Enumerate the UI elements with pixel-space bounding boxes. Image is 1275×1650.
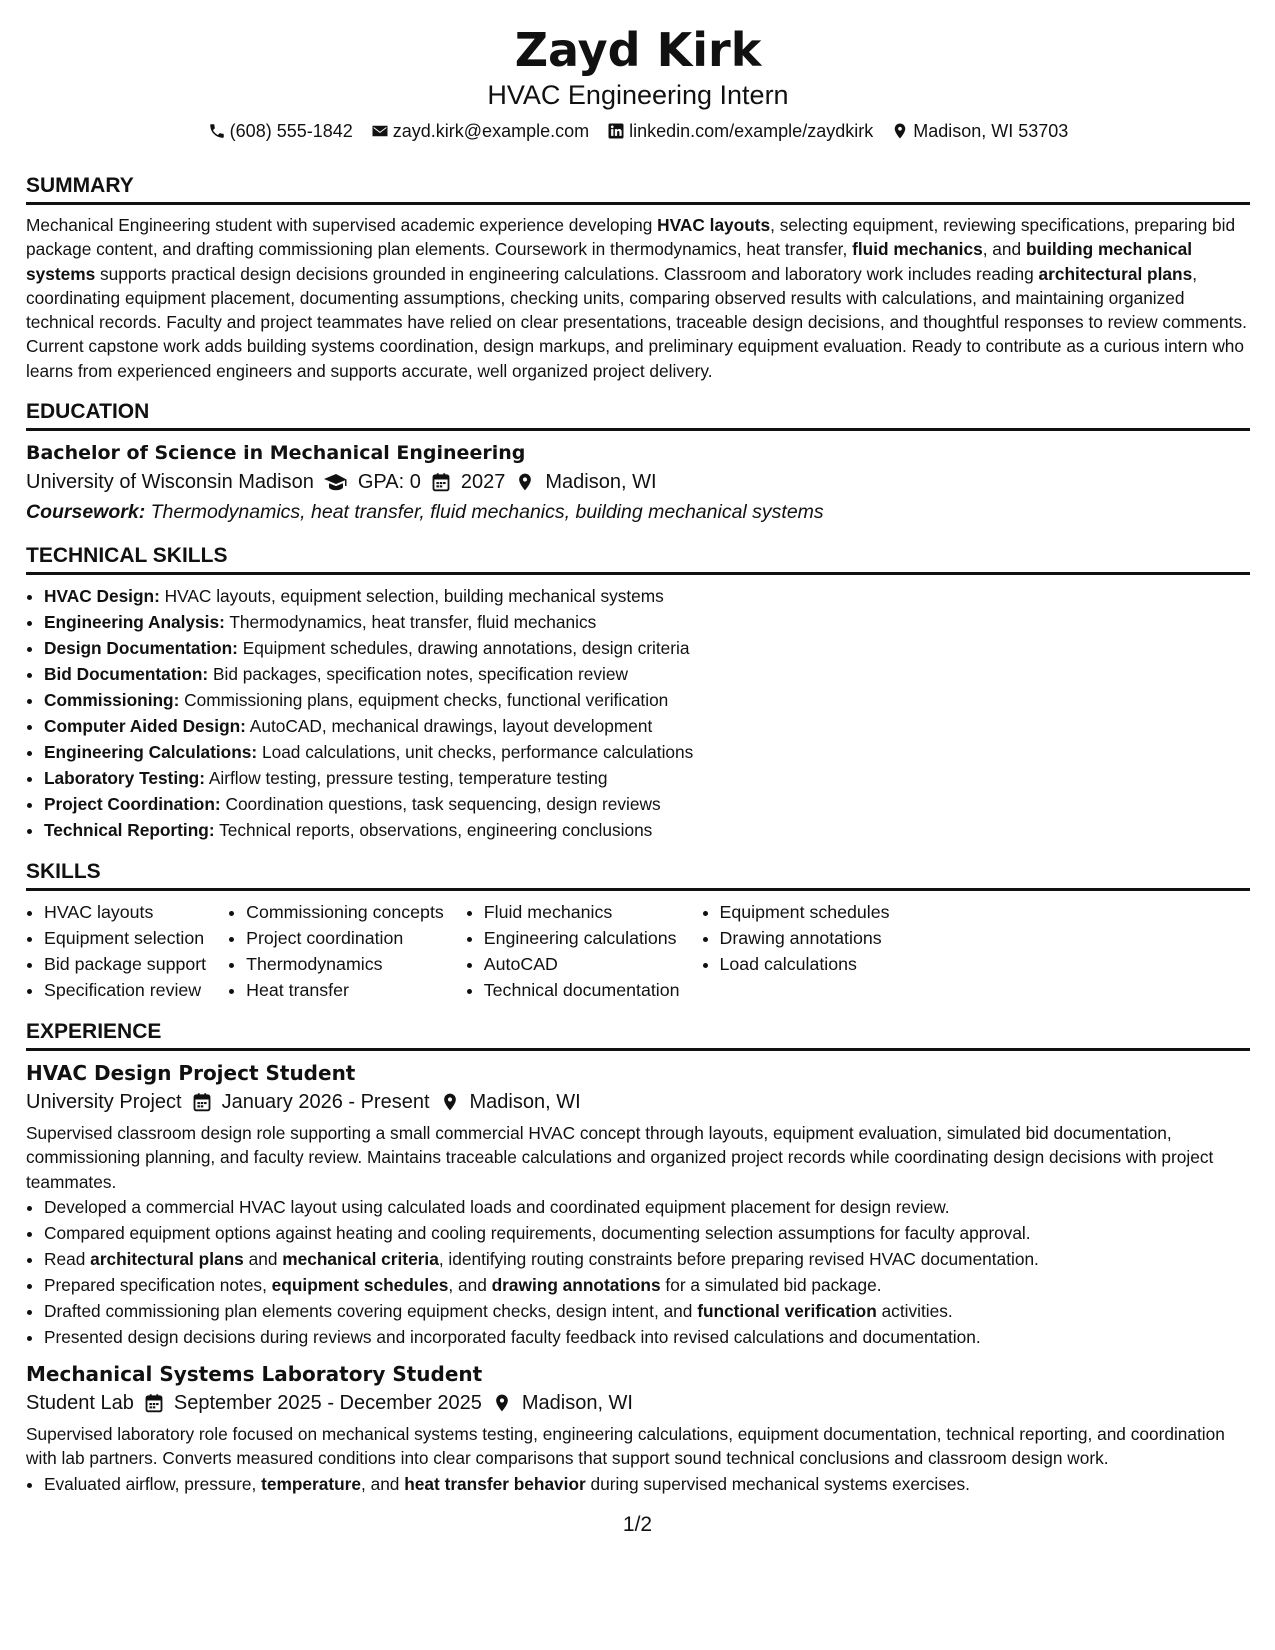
list-item — [44, 1246, 1250, 1272]
skills-column-2 — [228, 899, 444, 1003]
resume-header — [26, 22, 1250, 144]
summary-segment: , selecting equipment, reviewing specifications, preparing bid package content, and drafting commissioning plan elements. Coursework in thermodynamics, heat transfer, — [26, 215, 1236, 260]
candidate-name: Zayd Kirk — [514, 23, 762, 77]
technical-skills-section — [26, 543, 1250, 843]
phone-icon — [208, 122, 226, 140]
job-organization: Student Lab — [26, 1391, 134, 1414]
bullet-text: , identifying routing constraints before preparing revised HVAC documentation. — [438, 1248, 1039, 1269]
job-dates: January 2026 - Present — [221, 1091, 430, 1114]
list-item — [44, 791, 1250, 817]
summary-section — [26, 173, 1250, 383]
list-item — [44, 609, 1250, 635]
list-item: • Heat transfer — [246, 977, 444, 1003]
list-item — [44, 661, 1250, 687]
school-name: University of Wisconsin Madison — [26, 471, 314, 494]
section-heading-education: EDUCATION — [26, 399, 1250, 431]
experience-entry — [26, 1360, 1250, 1497]
list-item: • Equipment selection — [44, 925, 206, 951]
section-heading-experience: EXPERIENCE — [26, 1019, 1250, 1051]
skill-category: Laboratory Testing: — [44, 768, 205, 789]
bullet-keyword: drawing annotations — [491, 1274, 661, 1295]
summary-segment: , and — [982, 239, 1026, 260]
skill-details: Load calculations, unit checks, performance calculations — [257, 742, 694, 763]
summary-text — [26, 213, 1250, 383]
bullet-text: Drafted commissioning plan elements covering equipment checks, design intent, and — [44, 1300, 698, 1321]
skill-details: Thermodynamics, heat transfer, fluid mechanics — [224, 612, 597, 633]
linkedin-text[interactable]: linkedin.com/example/zaydkirk — [629, 121, 874, 141]
summary-keyword: architectural plans — [1038, 263, 1193, 284]
skill-details: HVAC layouts, equipment selection, building mechanical systems — [159, 586, 664, 607]
bullet-text: during supervised mechanical systems exercises. — [585, 1473, 970, 1494]
list-item: • Engineering calculations — [484, 925, 680, 951]
skills-column-1 — [26, 899, 206, 1003]
bullet-keyword: temperature — [261, 1473, 361, 1494]
list-item — [44, 1471, 1250, 1497]
job-title: HVAC Design Project Student — [26, 1061, 356, 1086]
calendar-icon — [192, 1092, 212, 1112]
list-item — [44, 635, 1250, 661]
bullet-keyword: heat transfer behavior — [404, 1473, 586, 1494]
contact-location — [891, 118, 1068, 144]
job-bullets — [26, 1471, 1250, 1497]
job-summary: Supervised classroom design role supporting a small commercial HVAC concept through layouts, equipment evaluation, simulated bid documentation, commissioning planning, and faculty review. Maintains traceable calculations and organized project records while coordinating design decisions with project teammates. — [26, 1123, 1214, 1192]
skill-details: Bid packages, specification notes, specification review — [208, 664, 628, 685]
skill-category: Computer Aided Design: — [44, 716, 246, 737]
location-pin-icon — [492, 1393, 512, 1413]
list-item — [44, 1298, 1250, 1324]
summary-segment: Mechanical Engineering student with supervised academic experience developing — [26, 215, 658, 235]
bullet-text: Developed a commercial HVAC layout using calculated loads and coordinated equipment placement for design review. — [44, 1196, 950, 1217]
graduation-cap-icon — [324, 472, 348, 492]
calendar-icon — [431, 472, 451, 492]
skill-details: Technical reports, observations, engineering conclusions — [214, 820, 653, 841]
list-item: • Equipment schedules — [720, 899, 890, 925]
list-item: • Thermodynamics — [246, 951, 444, 977]
job-meta — [26, 1388, 1250, 1418]
list-item: • Load calculations — [720, 951, 890, 977]
bullet-text: , and — [448, 1274, 492, 1295]
skill-category: Design Documentation: — [44, 638, 238, 659]
summary-keyword: building mechanical systems — [26, 239, 1193, 284]
summary-segment: supports practical design decisions grounded in engineering calculations. Classroom and laboratory work includes reading — [95, 263, 1039, 284]
job-meta — [26, 1087, 1250, 1117]
list-item — [44, 1324, 1250, 1350]
skill-category: Commissioning: — [44, 690, 180, 711]
bullet-text: Prepared specification notes, — [44, 1274, 272, 1295]
list-item: • HVAC layouts — [44, 899, 206, 925]
bullet-text: , and — [360, 1473, 405, 1494]
education-section — [26, 399, 1250, 527]
skill-category: Bid Documentation: — [44, 664, 209, 685]
skills-column-4 — [702, 899, 890, 1003]
skill-category: Engineering Analysis: — [44, 612, 225, 633]
bullet-text: Evaluated airflow, pressure, — [44, 1473, 262, 1494]
bullet-text: and — [243, 1248, 283, 1269]
technical-skills-list — [26, 583, 1250, 843]
list-item: • Drawing annotations — [720, 925, 890, 951]
list-item: • Technical documentation — [484, 977, 680, 1003]
email-text[interactable]: zayd.kirk@example.com — [392, 121, 590, 141]
job-location: Madison, WI — [469, 1091, 581, 1114]
skill-details: Equipment schedules, drawing annotations, design criteria — [237, 638, 690, 659]
skill-details: Coordination questions, task sequencing, design reviews — [220, 794, 661, 815]
summary-keyword: fluid mechanics — [852, 239, 983, 260]
list-item — [44, 765, 1250, 791]
bullet-text: activities. — [876, 1300, 953, 1321]
contact-phone — [208, 118, 353, 144]
education-meta — [26, 467, 1250, 497]
bullet-keyword: equipment schedules — [271, 1274, 449, 1295]
list-item — [44, 817, 1250, 843]
location-text: Madison, WI 53703 — [913, 121, 1069, 141]
list-item: • Commissioning concepts — [246, 899, 444, 925]
contact-row — [26, 118, 1250, 144]
skills-grid — [26, 899, 1250, 1003]
bullet-text: for a simulated bid package. — [660, 1274, 882, 1295]
list-item — [44, 739, 1250, 765]
bullet-text: Compared equipment options against heating and cooling requirements, documenting selection assumptions for faculty approval. — [44, 1222, 1031, 1243]
skills-section — [26, 859, 1250, 1003]
experience-section — [26, 1019, 1250, 1496]
job-dates: September 2025 - December 2025 — [173, 1391, 482, 1414]
job-bullets — [26, 1194, 1250, 1350]
coursework-line — [26, 497, 1250, 527]
linkedin-icon — [607, 122, 625, 140]
location-pin-icon — [440, 1092, 460, 1112]
skill-category: Project Coordination: — [44, 794, 221, 815]
bullet-keyword: mechanical criteria — [282, 1248, 439, 1269]
skill-category: Engineering Calculations: — [44, 742, 258, 763]
section-heading-summary: SUMMARY — [26, 173, 1250, 205]
resume-page — [26, 0, 1250, 1497]
skill-details: AutoCAD, mechanical drawings, layout development — [245, 716, 653, 737]
degree-title: Bachelor of Science in Mechanical Engineering — [26, 442, 526, 465]
list-item — [44, 713, 1250, 739]
job-title: Mechanical Systems Laboratory Student — [26, 1361, 483, 1386]
section-heading-skills: SKILLS — [26, 859, 1250, 891]
envelope-icon — [371, 122, 389, 140]
location-pin-icon — [515, 472, 535, 492]
page-number: 1/2 — [622, 1513, 653, 1536]
list-item: • Bid package support — [44, 951, 206, 977]
list-item — [44, 1220, 1250, 1246]
job-organization: University Project — [26, 1091, 182, 1114]
list-item: • Specification review — [44, 977, 206, 1003]
calendar-icon — [144, 1393, 164, 1413]
skill-category: Technical Reporting: — [44, 820, 215, 841]
skill-details: Airflow testing, pressure testing, temperature testing — [204, 768, 608, 789]
contact-linkedin[interactable] — [607, 118, 873, 144]
skills-column-3 — [466, 899, 680, 1003]
bullet-text: Read — [44, 1248, 91, 1269]
bullet-text: Presented design decisions during reviews and incorporated faculty feedback into revised calculations and documentation. — [44, 1326, 981, 1347]
summary-segment: , coordinating equipment placement, documenting assumptions, checking units, comparing observed results with calculations, and maintaining organized technical records. Faculty and project teammates have relied on clear presentations, traceable design decisions, and thoughtful responses to review comments. Current capstone work adds building systems coordination, design markups, and preliminary equipment evaluation. Ready to contribute as a curious intern who learns from experienced engineers and supports accurate, well organized project delivery. — [26, 263, 1247, 381]
list-item — [44, 1194, 1250, 1220]
phone-text: (608) 555-1842 — [229, 121, 353, 141]
job-location: Madison, WI — [521, 1391, 633, 1414]
experience-entry — [26, 1059, 1250, 1350]
list-item — [44, 1272, 1250, 1298]
contact-email[interactable] — [371, 118, 589, 144]
list-item: • Fluid mechanics — [484, 899, 680, 925]
coursework-text: Thermodynamics, heat transfer, fluid mechanics, building mechanical systems — [145, 501, 824, 524]
coursework-label: Coursework: — [26, 501, 146, 524]
list-item — [44, 583, 1250, 609]
list-item: • Project coordination — [246, 925, 444, 951]
skill-details: Commissioning plans, equipment checks, functional verification — [179, 690, 669, 711]
bullet-keyword: functional verification — [697, 1300, 877, 1321]
section-heading-technical-skills: TECHNICAL SKILLS — [26, 543, 1250, 575]
graduation-year: 2027 — [460, 471, 506, 494]
summary-keyword: HVAC layouts — [657, 215, 771, 235]
job-summary: Supervised laboratory role focused on mechanical systems testing, engineering calculations, equipment documentation, technical reporting, and coordination with lab partners. Converts measured conditions into clear comparisons that support sound technical conclusions and classroom design work. — [26, 1423, 1225, 1469]
candidate-title: HVAC Engineering Intern — [487, 80, 789, 110]
bullet-keyword: architectural plans — [90, 1248, 244, 1269]
list-item — [44, 687, 1250, 713]
location-pin-icon — [891, 122, 909, 140]
list-item: • AutoCAD — [484, 951, 680, 977]
skill-category: HVAC Design: — [44, 586, 160, 607]
gpa-text: GPA: 0 — [357, 471, 421, 494]
education-location: Madison, WI — [545, 471, 657, 494]
